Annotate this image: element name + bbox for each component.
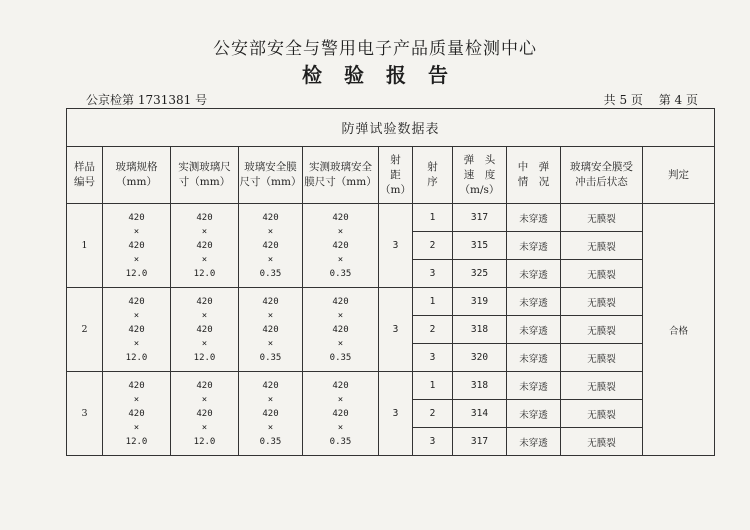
dimension-part: 420	[196, 296, 213, 307]
shot-order: 3	[413, 344, 453, 372]
shooting-distance: 3	[379, 288, 413, 372]
dimension-part: 420	[262, 324, 279, 335]
dimension-part: 0.35	[259, 352, 282, 363]
dimension-part: ×	[133, 394, 140, 405]
bullet-speed: 320	[453, 344, 507, 372]
dimension-part: ×	[133, 254, 140, 265]
dimension-part: ×	[337, 226, 344, 237]
film-state: 无膜裂	[561, 372, 643, 400]
page-info	[592, 91, 698, 108]
dimension-part: 420	[262, 380, 279, 391]
header-measured-film	[303, 147, 379, 204]
table-row	[67, 204, 715, 232]
header-line: 寸（mm）	[178, 176, 231, 188]
dimension-part: ×	[133, 310, 140, 321]
dimension-part: ×	[133, 226, 140, 237]
header-line: 弹 头	[463, 153, 496, 166]
header-line: 样品	[74, 161, 95, 173]
glass-spec	[103, 288, 171, 372]
dimension-stack	[303, 211, 378, 281]
header-line: 判定	[668, 168, 689, 181]
dimension-part: 420	[262, 240, 279, 251]
dimension-part: 420	[196, 380, 213, 391]
glass-spec	[103, 372, 171, 456]
dimension-part: ×	[267, 394, 274, 405]
dimension-part: 420	[332, 324, 349, 335]
table-row	[67, 372, 715, 400]
header-line: 中 弹	[517, 161, 550, 173]
dimension-stack	[239, 295, 302, 365]
sample-number: 3	[67, 372, 103, 456]
sample-number: 1	[67, 204, 103, 288]
shot-order: 1	[413, 204, 453, 232]
hit-status: 未穿透	[507, 204, 561, 232]
measured-film-size	[303, 372, 379, 456]
dimension-part: ×	[337, 254, 344, 265]
dimension-part: 420	[128, 212, 145, 223]
hit-status: 未穿透	[507, 316, 561, 344]
dimension-stack	[103, 295, 170, 365]
dimension-part: ×	[201, 422, 208, 433]
bullet-speed: 318	[453, 316, 507, 344]
film-size	[239, 372, 303, 456]
dimension-part: ×	[267, 254, 274, 265]
shooting-distance: 3	[379, 372, 413, 456]
dimension-stack	[239, 379, 302, 449]
dimension-part: 420	[196, 324, 213, 335]
dimension-part: ×	[201, 254, 208, 265]
header-measured-glass	[171, 147, 239, 204]
sample-number: 2	[67, 288, 103, 372]
dimension-part: ×	[337, 394, 344, 405]
bullet-speed: 317	[453, 204, 507, 232]
header-line: （m/s）	[459, 183, 500, 196]
dimension-part: ×	[267, 338, 274, 349]
dimension-part: 420	[332, 296, 349, 307]
bullet-speed: 325	[453, 260, 507, 288]
dimension-part: 420	[196, 212, 213, 223]
measured-glass-size	[171, 372, 239, 456]
dimension-part: ×	[267, 310, 274, 321]
dimension-part: 420	[332, 408, 349, 419]
dimension-stack	[103, 211, 170, 281]
dimension-stack	[171, 295, 238, 365]
dimension-part: 0.35	[259, 436, 282, 447]
dimension-part: 12.0	[125, 268, 148, 279]
header-distance	[379, 147, 413, 204]
dimension-part: 0.35	[259, 268, 282, 279]
header-film-size	[239, 147, 303, 204]
dimension-part: 420	[262, 408, 279, 419]
hit-status: 未穿透	[507, 232, 561, 260]
bullet-speed: 314	[453, 400, 507, 428]
dimension-part: 420	[332, 212, 349, 223]
measured-glass-size	[171, 204, 239, 288]
dimension-part: 420	[196, 408, 213, 419]
header-hit-status	[507, 147, 561, 204]
dimension-part: ×	[201, 338, 208, 349]
film-state: 无膜裂	[561, 260, 643, 288]
hit-status: 未穿透	[507, 428, 561, 456]
dimension-part: 420	[332, 380, 349, 391]
header-line: 射	[427, 161, 438, 173]
film-state: 无膜裂	[561, 400, 643, 428]
header-verdict	[643, 147, 715, 204]
measured-film-size	[303, 204, 379, 288]
shot-order: 2	[413, 400, 453, 428]
film-state: 无膜裂	[561, 316, 643, 344]
shot-order: 1	[413, 372, 453, 400]
total-pages: 共 5 页	[603, 93, 643, 107]
film-state: 无膜裂	[561, 232, 643, 260]
header-glass-spec	[103, 147, 171, 204]
header-line: 射	[390, 153, 401, 166]
header-line: 玻璃安全膜受	[570, 161, 633, 173]
dimension-part: ×	[337, 310, 344, 321]
hit-status: 未穿透	[507, 260, 561, 288]
current-page: 第 4 页	[658, 93, 698, 107]
dimension-stack	[239, 211, 302, 281]
film-state: 无膜裂	[561, 428, 643, 456]
dimension-part: 0.35	[329, 436, 352, 447]
dimension-part: 420	[128, 324, 145, 335]
ballistic-test-table	[66, 108, 715, 456]
dimension-part: ×	[201, 310, 208, 321]
header-line: 冲击后状态	[575, 176, 628, 188]
film-state: 无膜裂	[561, 204, 643, 232]
org-title: 公安部安全与警用电子产品质量检测中心	[213, 39, 537, 59]
film-state: 无膜裂	[561, 344, 643, 372]
hit-status: 未穿透	[507, 400, 561, 428]
header-line: 膜尺寸（mm）	[304, 176, 377, 188]
shot-order: 3	[413, 428, 453, 456]
header-line: 玻璃安全膜	[244, 161, 297, 173]
shooting-distance: 3	[379, 204, 413, 288]
header-speed	[453, 147, 507, 204]
dimension-part: 420	[128, 380, 145, 391]
bullet-speed: 315	[453, 232, 507, 260]
header-line: 尺寸（mm）	[239, 176, 302, 188]
column-header-row	[67, 147, 715, 204]
dimension-part: 420	[262, 212, 279, 223]
hit-status: 未穿透	[507, 344, 561, 372]
dimension-part: ×	[267, 422, 274, 433]
header-line: 距	[390, 168, 401, 181]
dimension-part: 0.35	[329, 268, 352, 279]
dimension-part: ×	[337, 422, 344, 433]
hit-status: 未穿透	[507, 288, 561, 316]
shot-order: 2	[413, 232, 453, 260]
dimension-stack	[171, 211, 238, 281]
header-line: 实测玻璃安全	[309, 161, 372, 173]
table-caption: 防弹试验数据表	[67, 109, 715, 147]
dimension-stack	[103, 379, 170, 449]
dimension-stack	[171, 379, 238, 449]
dimension-part: 12.0	[193, 268, 216, 279]
dimension-stack	[303, 295, 378, 365]
verdict: 合格	[643, 204, 715, 456]
header-line: 玻璃规格	[115, 161, 158, 173]
dimension-part: 0.35	[329, 352, 352, 363]
table-body	[67, 204, 715, 456]
glass-spec	[103, 204, 171, 288]
dimension-part: 420	[196, 240, 213, 251]
dimension-stack	[303, 379, 378, 449]
header-line: 情 况	[517, 176, 550, 188]
measured-film-size	[303, 288, 379, 372]
dimension-part: 420	[128, 408, 145, 419]
dimension-part: 12.0	[125, 352, 148, 363]
film-size	[239, 204, 303, 288]
header-line: （mm）	[116, 176, 157, 188]
header-sample-no	[67, 147, 103, 204]
dimension-part: ×	[337, 338, 344, 349]
header-line: 速 度	[463, 168, 496, 181]
bullet-speed: 319	[453, 288, 507, 316]
header-line: （m）	[380, 183, 411, 196]
dimension-part: 12.0	[193, 352, 216, 363]
shot-order: 1	[413, 288, 453, 316]
dimension-part: 12.0	[125, 436, 148, 447]
dimension-part: ×	[133, 338, 140, 349]
dimension-part: 12.0	[193, 436, 216, 447]
film-size	[239, 288, 303, 372]
dimension-part: 420	[128, 240, 145, 251]
dimension-part: ×	[201, 226, 208, 237]
header-line: 编号	[74, 176, 95, 188]
bullet-speed: 318	[453, 372, 507, 400]
report-number: 公京检第 1731381 号	[86, 93, 208, 107]
dimension-part: ×	[133, 422, 140, 433]
report-title: 检验报告	[302, 63, 470, 87]
dimension-part: 420	[332, 240, 349, 251]
hit-status: 未穿透	[507, 372, 561, 400]
dimension-part: ×	[201, 394, 208, 405]
dimension-part: ×	[267, 226, 274, 237]
shot-order: 3	[413, 260, 453, 288]
dimension-part: 420	[262, 296, 279, 307]
bullet-speed: 317	[453, 428, 507, 456]
header-line: 实测玻璃尺	[178, 161, 231, 173]
film-state: 无膜裂	[561, 288, 643, 316]
shot-order: 2	[413, 316, 453, 344]
dimension-part: 420	[128, 296, 145, 307]
header-line: 序	[427, 176, 438, 188]
measured-glass-size	[171, 288, 239, 372]
table-row	[67, 288, 715, 316]
header-shot-order	[413, 147, 453, 204]
header-film-state	[561, 147, 643, 204]
